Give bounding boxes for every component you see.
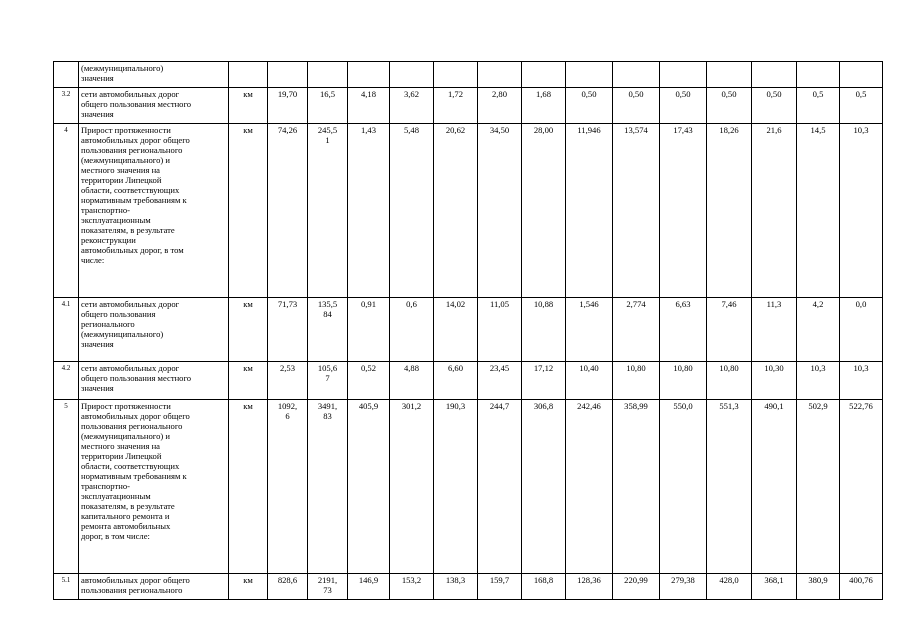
value-cell [268, 62, 308, 88]
value-cell: 11,946 [566, 124, 613, 298]
value-cell: 74,26 [268, 124, 308, 298]
value-cell: 16,5 [308, 88, 348, 124]
value-cell: 17,43 [660, 124, 707, 298]
row-index: 3.2 [54, 88, 79, 124]
value-cell: 400,76 [840, 574, 883, 600]
row-index: 4.1 [54, 298, 79, 362]
value-cell: 0,50 [613, 88, 660, 124]
value-cell: 550,0 [660, 400, 707, 574]
value-cell [840, 62, 883, 88]
row-description: Прирост протяженности автомобильных дорог общего пользования регионального (межмуниципального) и местного значения на территории Липецкой области, соответствующих нормативным требованиям к транспортно- эксплуатационным показателям, в результате реконструкции автомобильных дорог, в том числе: [79, 124, 229, 298]
value-cell: 10,3 [840, 124, 883, 298]
value-cell: 1,68 [522, 88, 566, 124]
row-unit [229, 62, 268, 88]
table-row [54, 88, 883, 124]
value-cell: 0,5 [797, 88, 840, 124]
value-cell: 17,12 [522, 362, 566, 400]
value-cell: 242,46 [566, 400, 613, 574]
value-cell: 2,53 [268, 362, 308, 400]
value-cell: 380,9 [797, 574, 840, 600]
table-row [54, 124, 883, 298]
indicators-table [53, 61, 883, 600]
value-cell: 4,18 [348, 88, 390, 124]
value-cell: 153,2 [390, 574, 434, 600]
value-cell: 138,3 [434, 574, 478, 600]
row-index: 5 [54, 400, 79, 574]
value-cell: 105,6 7 [308, 362, 348, 400]
value-cell: 21,6 [752, 124, 797, 298]
value-cell: 5,48 [390, 124, 434, 298]
value-cell [308, 62, 348, 88]
value-cell [752, 62, 797, 88]
value-cell: 301,2 [390, 400, 434, 574]
value-cell: 10,88 [522, 298, 566, 362]
row-description: сети автомобильных дорог общего пользования регионального (межмуниципального) значения [79, 298, 229, 362]
value-cell: 4,88 [390, 362, 434, 400]
value-cell: 0,91 [348, 298, 390, 362]
value-cell: 3,62 [390, 88, 434, 124]
value-cell: 10,80 [660, 362, 707, 400]
value-cell: 135,5 84 [308, 298, 348, 362]
row-index [54, 62, 79, 88]
value-cell: 358,99 [613, 400, 660, 574]
value-cell: 10,80 [613, 362, 660, 400]
value-cell: 0,0 [840, 298, 883, 362]
value-cell: 14,5 [797, 124, 840, 298]
value-cell: 1,546 [566, 298, 613, 362]
value-cell: 34,50 [478, 124, 522, 298]
value-cell: 0,50 [707, 88, 752, 124]
row-index: 4.2 [54, 362, 79, 400]
value-cell: 128,36 [566, 574, 613, 600]
value-cell [434, 62, 478, 88]
value-cell: 0,6 [390, 298, 434, 362]
value-cell: 368,1 [752, 574, 797, 600]
value-cell: 0,50 [752, 88, 797, 124]
value-cell [478, 62, 522, 88]
value-cell: 7,46 [707, 298, 752, 362]
value-cell: 1,72 [434, 88, 478, 124]
value-cell: 1092, 6 [268, 400, 308, 574]
value-cell: 10,80 [707, 362, 752, 400]
value-cell [613, 62, 660, 88]
value-cell: 0,50 [566, 88, 613, 124]
row-unit: км [229, 298, 268, 362]
value-cell: 0,5 [840, 88, 883, 124]
value-cell: 551,3 [707, 400, 752, 574]
value-cell: 3491, 83 [308, 400, 348, 574]
row-description: (межмуниципального) значения [79, 62, 229, 88]
table-row [54, 574, 883, 600]
value-cell [390, 62, 434, 88]
value-cell: 279,38 [660, 574, 707, 600]
value-cell: 0,52 [348, 362, 390, 400]
value-cell [348, 62, 390, 88]
table-row [54, 400, 883, 574]
row-unit: км [229, 574, 268, 600]
table-body [54, 62, 883, 600]
value-cell: 1,43 [348, 124, 390, 298]
row-unit: км [229, 88, 268, 124]
row-description: Прирост протяженности автомобильных дорог общего пользования регионального (межмуниципального) и местного значения на территории Липецкой области, соответствующих нормативным требованиям к транспортно- эксплуатационным показателям, в результате капитального ремонта и ремонта автомобильных дорог, в том числе: [79, 400, 229, 574]
value-cell: 18,26 [707, 124, 752, 298]
row-index: 5.1 [54, 574, 79, 600]
value-cell: 11,3 [752, 298, 797, 362]
row-description: автомобильных дорог общего пользования регионального [79, 574, 229, 600]
value-cell: 6,60 [434, 362, 478, 400]
value-cell: 522,76 [840, 400, 883, 574]
value-cell: 71,73 [268, 298, 308, 362]
value-cell [522, 62, 566, 88]
value-cell: 4,2 [797, 298, 840, 362]
value-cell: 28,00 [522, 124, 566, 298]
value-cell: 20,62 [434, 124, 478, 298]
value-cell [707, 62, 752, 88]
value-cell: 2,80 [478, 88, 522, 124]
row-description: сети автомобильных дорог общего пользования местного значения [79, 88, 229, 124]
value-cell [660, 62, 707, 88]
value-cell: 11,05 [478, 298, 522, 362]
value-cell: 428,0 [707, 574, 752, 600]
value-cell: 168,8 [522, 574, 566, 600]
row-unit: км [229, 124, 268, 298]
value-cell: 159,7 [478, 574, 522, 600]
value-cell: 146,9 [348, 574, 390, 600]
value-cell: 245,5 1 [308, 124, 348, 298]
value-cell: 502,9 [797, 400, 840, 574]
value-cell: 10,3 [840, 362, 883, 400]
value-cell: 10,3 [797, 362, 840, 400]
row-description: сети автомобильных дорог общего пользования местного значения [79, 362, 229, 400]
value-cell: 244,7 [478, 400, 522, 574]
value-cell: 490,1 [752, 400, 797, 574]
value-cell [566, 62, 613, 88]
table-row [54, 298, 883, 362]
value-cell: 19,70 [268, 88, 308, 124]
value-cell: 14,02 [434, 298, 478, 362]
value-cell: 10,30 [752, 362, 797, 400]
value-cell: 23,45 [478, 362, 522, 400]
value-cell: 405,9 [348, 400, 390, 574]
row-unit: км [229, 362, 268, 400]
row-unit: км [229, 400, 268, 574]
value-cell: 828,6 [268, 574, 308, 600]
table-row [54, 62, 883, 88]
row-index: 4 [54, 124, 79, 298]
value-cell [797, 62, 840, 88]
table-row [54, 362, 883, 400]
value-cell: 0,50 [660, 88, 707, 124]
value-cell: 190,3 [434, 400, 478, 574]
value-cell: 306,8 [522, 400, 566, 574]
value-cell: 10,40 [566, 362, 613, 400]
value-cell: 2,774 [613, 298, 660, 362]
value-cell: 220,99 [613, 574, 660, 600]
value-cell: 2191, 73 [308, 574, 348, 600]
value-cell: 6,63 [660, 298, 707, 362]
value-cell: 13,574 [613, 124, 660, 298]
